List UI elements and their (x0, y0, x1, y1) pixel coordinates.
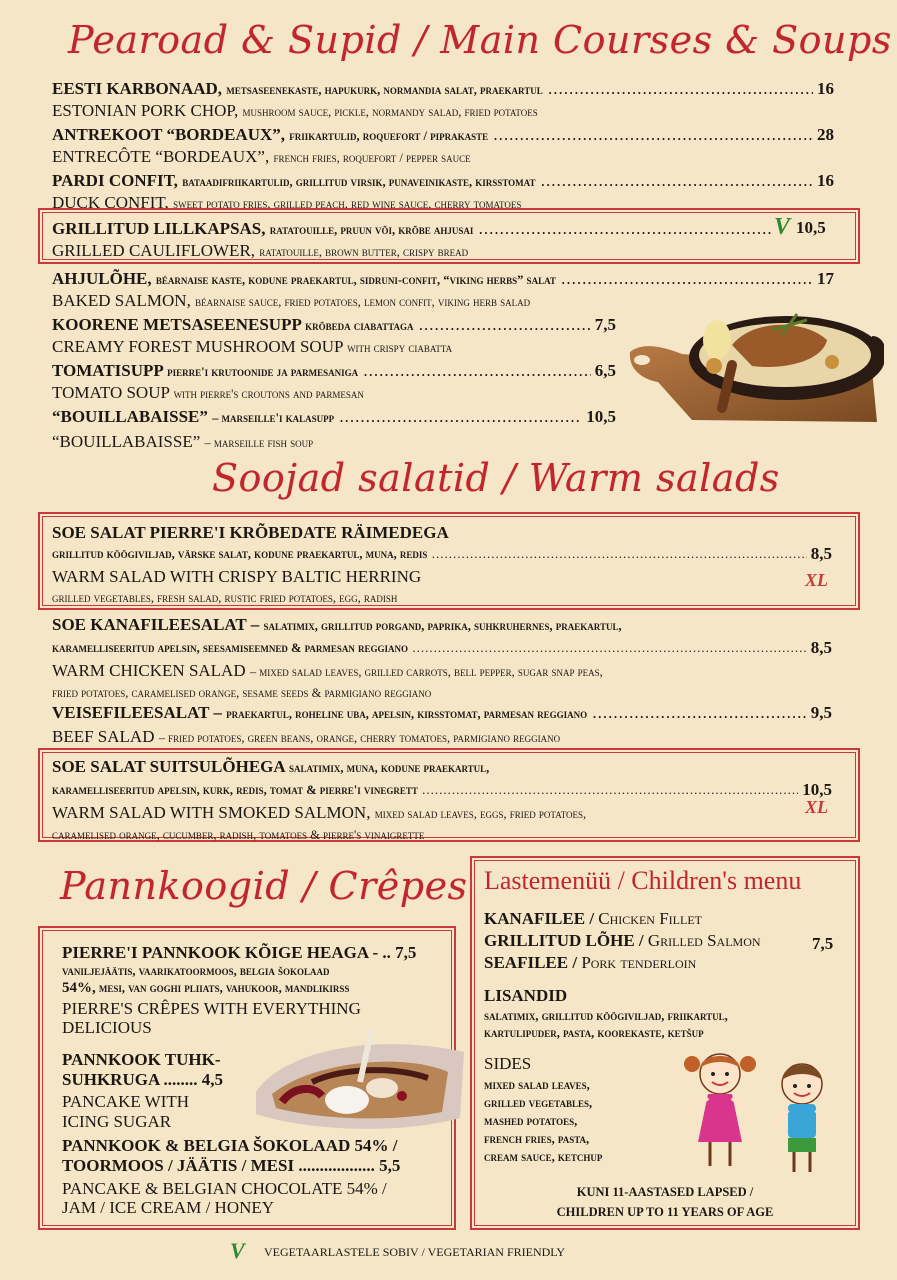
price: 16 (813, 78, 834, 99)
main-item-entrecote: ANTREKOOT “BORDEAUX”, friikartulid, roquefort / piprakaste 28 ..... ENTRECÔTE “BORDEAUX”, french fries, roquefort / pepper sauce (52, 124, 834, 168)
sides-title-en: SIDES (484, 1054, 532, 1073)
main-item-tomato-soup: TOMATISUPP pierre'i krutoonide ja parmesaniga 6,5 ..... TOMATO SOUP with pierre's croutons and parmesan (52, 360, 616, 404)
warm-item-smoked-salmon: SOE SALAT SUITSULÕHEGA salatimix, muna, kodune praekartul, karamelliseeritud apelsin, kurk, redis, tomat & pierre'i vinegrett 10,5 ..... WARM SALAD WITH SMOKED SALMON, mixed salad leaves, eggs, fried potatoes, caramelised orange, cucumber, radish, tomatoes & pierre's vinaigrette (52, 756, 832, 845)
duck-dish-photo (622, 300, 884, 428)
sides-list-et: salatimix, grillitud köögiviljad, friikartul, kartulipuder, pasta, koorekaste, ketšup (484, 1009, 728, 1040)
price: 4,5 (201, 1070, 224, 1089)
childrens-menu-heading: Lastemenüü / Children's menu (484, 866, 802, 895)
kids-price: 7,5 (812, 934, 834, 953)
crepe-item-sugar: PANNKOOK TUHK- SUHKRUGA ........ 4,5 PANCAKE WITH ICING SUGAR (62, 1050, 224, 1131)
main-item-salmon: AHJULÕHE, béarnaise kaste, kodune praekartul, sidruni-confit, “viking herbs” salat 17 ..... BAKED SALMON, béarnaise sauce, fried potatoes, lemon confit, viking herb salad (52, 268, 834, 312)
crepes-heading: Pannkoogid / Crêpes (60, 864, 468, 908)
price: 7,5 (591, 314, 616, 335)
age-note: KUNI 11-AASTASED LAPSED / CHILDREN UP TO 11 YEARS OF AGE (556, 1185, 774, 1219)
kids-item: SEAFILEE / Pork tenderloin (484, 953, 697, 972)
price: 7,5 (395, 943, 417, 962)
main-item-duck: PARDI CONFIT, bataadifriikartulid, grillitud virsik, punaveinikaste, kirsstomat 16 ..... DUCK CONFIT, sweet potato fries, grilled peach, red wine sauce, cherry tomatoes (52, 170, 834, 214)
warm-item-beef: VEISEFILEESALAT – praekartul, roheline uba, apelsin, kirsstomat, parmesan reggiano 9,5 ..... BEEF SALAD – fried potatoes, green beans, orange, cherry tomatoes, parmigiano reggiano (52, 702, 832, 748)
sides-title-et: LISANDID (484, 986, 568, 1005)
xl-badge: XL (805, 570, 829, 590)
sides-list-en: mixed salad leaves, grilled vegetables, mashed potatoes, french fries, pasta, cream sauce, ketchup (484, 1078, 603, 1164)
price: 28 (813, 124, 834, 145)
vegetarian-legend: VEGETAARLASTELE SOBIV / VEGETARIAN FRIENDLY (264, 1245, 566, 1259)
price: 8,5 (807, 543, 832, 564)
crepe-dessert-photo (252, 1022, 468, 1134)
crepe-item-everything: PIERRE'I PANNKOOK KÕIGE HEAGA - .. 7,5 vaniljejäätis, vaarikatoormoos, belgia šokolaad 54%, mesi, van goghi pliiats, vahukoor, mandlikirss PIERRE'S CRÊPES WITH EVERYTHING DELICIOUS (62, 943, 417, 1037)
warm-item-herring: SOE SALAT PIERRE'I KRÕBEDATE RÄIMEDEGA grillitud köögiviljad, värske salat, kodune praekartul, muna, redis 8,5 ..... WARM SALAD WITH CRISPY BALTIC HERRING grilled vegetables, fresh salad, rustic fried potatoes, egg, radish (52, 522, 832, 608)
kids-items (484, 908, 824, 974)
crepe-item-chocolate: PANNKOOK & BELGIA ŠOKOLAAD 54% / TOORMOOS / JÄÄTIS / MESI .................. 5,5 PANCAKE & BELGIAN CHOCOLATE 54% / JAM / ICE CREAM / HONEY (62, 1136, 401, 1217)
vegetarian-icon: V (774, 214, 791, 240)
kids-item: GRILLITUD LÕHE / Grilled Salmon (484, 931, 761, 950)
price: 10,5 (582, 406, 616, 427)
price: 10,5 (796, 218, 826, 237)
price: 10,5 (798, 779, 832, 800)
warm-salads-heading: Soojad salatid / Warm salads (212, 456, 780, 500)
vegetarian-icon: V (230, 1238, 245, 1263)
main-item-cauliflower: GRILLITUD LILLKAPSAS, ratatouille, pruun või, krõbe ahjusai ..... GRILLED CAULIFLOWER, ratatouille, brown butter, crispy bread (52, 218, 772, 262)
price: 16 (813, 170, 834, 191)
main-item-bouillabaisse: “BOUILLABAISSE” – marseille'i kalasupp 10,5 ..... “BOUILLABAISSE” – marseille fish soup (52, 406, 616, 453)
kids-illustration (680, 1048, 844, 1178)
price: 5,5 (379, 1156, 401, 1175)
main-courses-heading: Pearoad & Supid / Main Courses & Soups (68, 18, 892, 62)
warm-item-chicken: SOE KANAFILEESALAT – salatimix, grillitud porgand, paprika, suhkruhernes, praekartul, karamelliseeritud apelsin, seesamiseemned & parmesan reggiano 8,5 ..... WARM CHICKEN SALAD – mixed salad leaves, grilled carrots, bell pepper, sugar snap peas, fried potatoes, caramelised orange, sesame seeds & parmigiano reggiano (52, 614, 832, 703)
main-item-pork: EESTI KARBONAAD, metsaseenekaste, hapukurk, normandia salat, praekartul 16 ..... ESTONIAN PORK CHOP, mushroom sauce, pickle, normandy salad, fried potatoes (52, 78, 834, 122)
price: 8,5 (807, 637, 832, 658)
price: 6,5 (591, 360, 616, 381)
xl-badge: XL (805, 797, 829, 817)
price: 9,5 (807, 702, 832, 723)
price: 17 (813, 268, 834, 289)
main-item-mushroom-soup: KOORENE METSASEENESUPP krõbeda ciabattaga 7,5 ..... CREAMY FOREST MUSHROOM SOUP with crispy ciabatta (52, 314, 616, 358)
kids-item: KANAFILEE / Chicken Fillet (484, 909, 702, 928)
